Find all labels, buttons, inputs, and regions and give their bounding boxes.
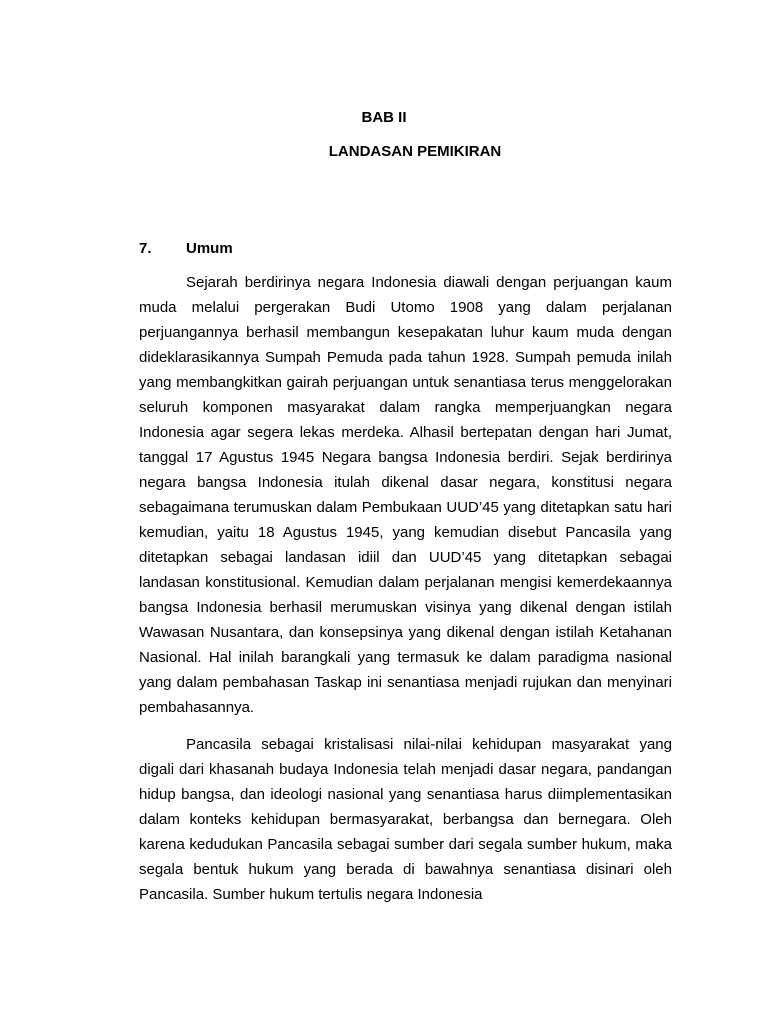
chapter-title: LANDASAN PEMIKIRAN bbox=[328, 143, 502, 160]
section-number: 7. bbox=[139, 240, 152, 257]
section-title: Umum bbox=[186, 240, 233, 257]
section-heading bbox=[139, 240, 233, 258]
chapter-heading: BAB II bbox=[361, 109, 407, 126]
body-paragraph: Sejarah berdirinya negara Indonesia diawali dengan perjuangan kaum muda melalui pergerakan Budi Utomo 1908 yang dalam perjalanan perjuangannya berhasil membangun kesepakatan luhur kaum muda dengan dideklarasikannya Sumpah Pemuda pada tahun 1928. Sumpah pemuda inilah yang membangkitkan gairah perjuangan untuk senantiasa terus menggelorakan seluruh komponen masyarakat dalam rangka memperjuangkan negara Indonesia agar segera lekas merdeka. Alhasil bertepatan dengan hari Jumat, tanggal 17 Agustus 1945 Negara bangsa Indonesia berdiri. Sejak berdirinya negara bangsa Indonesia itulah dikenal dasar negara, konstitusi negara sebagaimana terumuskan dalam Pembukaan UUD’45 yang ditetapkan satu hari kemudian, yaitu 18 Agustus 1945, yang kemudian disebut Pancasila yang ditetapkan sebagai landasan idiil dan UUD’45 yang ditetapkan sebagai landasan konstitusional. Kemudian dalam perjalanan mengisi kemerdekaannya bangsa Indonesia berhasil merumuskan visinya yang dikenal dengan istilah Wawasan Nusantara, dan konsepsinya yang dikenal dengan istilah Ketahanan Nasional. Hal inilah barangkali yang termasuk ke dalam paradigma nasional yang dalam pembahasan Taskap ini senantiasa menjadi rujukan dan menyinari pembahasannya. bbox=[139, 274, 672, 716]
body-paragraph: Pancasila sebagai kristalisasi nilai-nilai kehidupan masyarakat yang digali dari khasanah budaya Indonesia telah menjadi dasar negara, pandangan hidup bangsa, dan ideologi nasional yang senantiasa harus diimplementasikan dalam konteks kehidupan bermasyarakat, berbangsa dan bernegara. Oleh karena kedudukan Pancasila sebagai sumber dari segala sumber hukum, maka segala bentuk hukum yang berada di bawahnya senantiasa disinari oleh Pancasila. Sumber hukum tertulis negara Indonesia bbox=[139, 736, 672, 903]
